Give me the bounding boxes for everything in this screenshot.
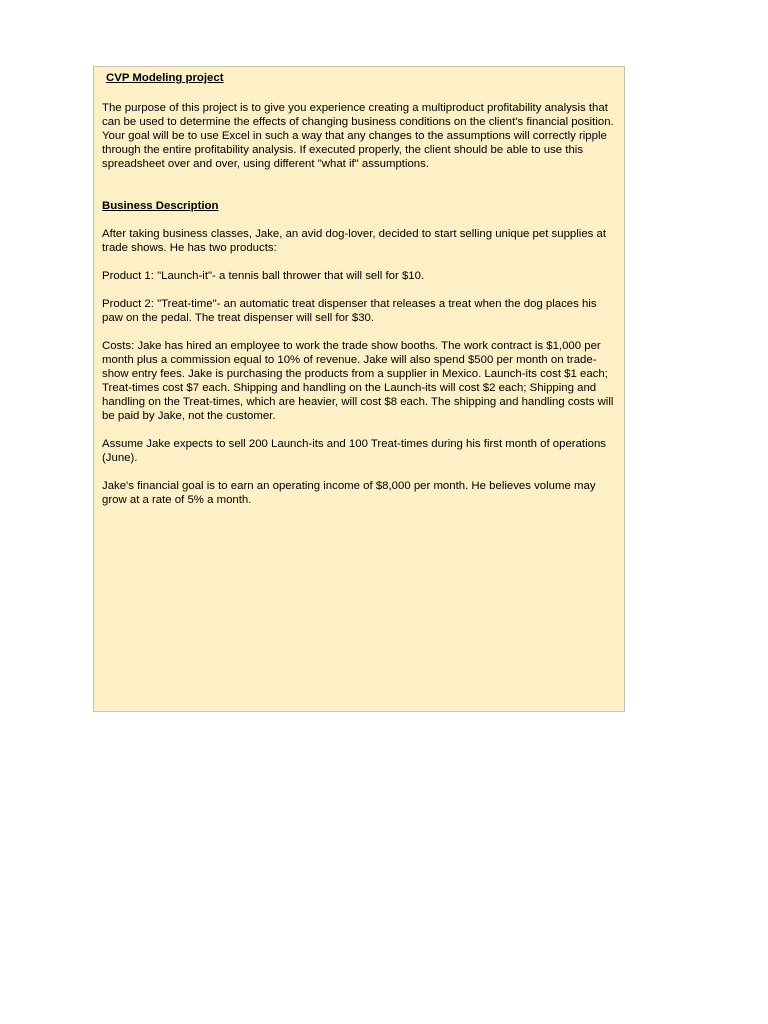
costs-paragraph: Costs: Jake has hired an employee to work the trade show booths. The work contract is $1,000 per month plus a commission equal to 10% of revenue. Jake will also spend $500 per month on trade-show entry fees. Jake is purchasing the products from a supplier in Mexico. Launch-its cost $1 each; Treat-times cost $7 each. Shipping and handling on the Launch-its will cost $2 each; Shipping and handling on the Treat-times, which are heavier, will cost $8 each. The shipping and handling costs will be paid by Jake, not the customer. bbox=[102, 340, 614, 422]
project-title: CVP Modeling project bbox=[106, 72, 224, 84]
product-2-paragraph: Product 2: "Treat-time"- an automatic treat dispenser that releases a treat when the dog places his paw on the pedal. The treat dispenser will sell for $30. bbox=[102, 298, 597, 324]
sales-assumption-paragraph: Assume Jake expects to sell 200 Launch-its and 100 Treat-times during his first month of operations (June). bbox=[102, 438, 606, 464]
intro-paragraph: After taking business classes, Jake, an avid dog-lover, decided to start selling unique pet supplies at trade shows. He has two products: bbox=[102, 228, 607, 254]
project-description-box bbox=[93, 66, 625, 712]
financial-goal-paragraph: Jake's financial goal is to earn an operating income of $8,000 per month. He believes volume may grow at a rate of 5% a month. bbox=[102, 480, 596, 506]
purpose-paragraph: The purpose of this project is to give you experience creating a multiproduct profitability analysis that can be used to determine the effects of changing business conditions on the client's financial position. Your goal will be to use Excel in such a way that any changes to the assumptions will correctly ripple through the entire profitability analysis. If executed properly, the client should be able to use this spreadsheet over and over, using different "what if" assumptions. bbox=[102, 102, 614, 170]
business-description-heading: Business Description bbox=[102, 200, 219, 212]
product-1-paragraph: Product 1: "Launch-it"- a tennis ball thrower that will sell for $10. bbox=[102, 270, 425, 282]
